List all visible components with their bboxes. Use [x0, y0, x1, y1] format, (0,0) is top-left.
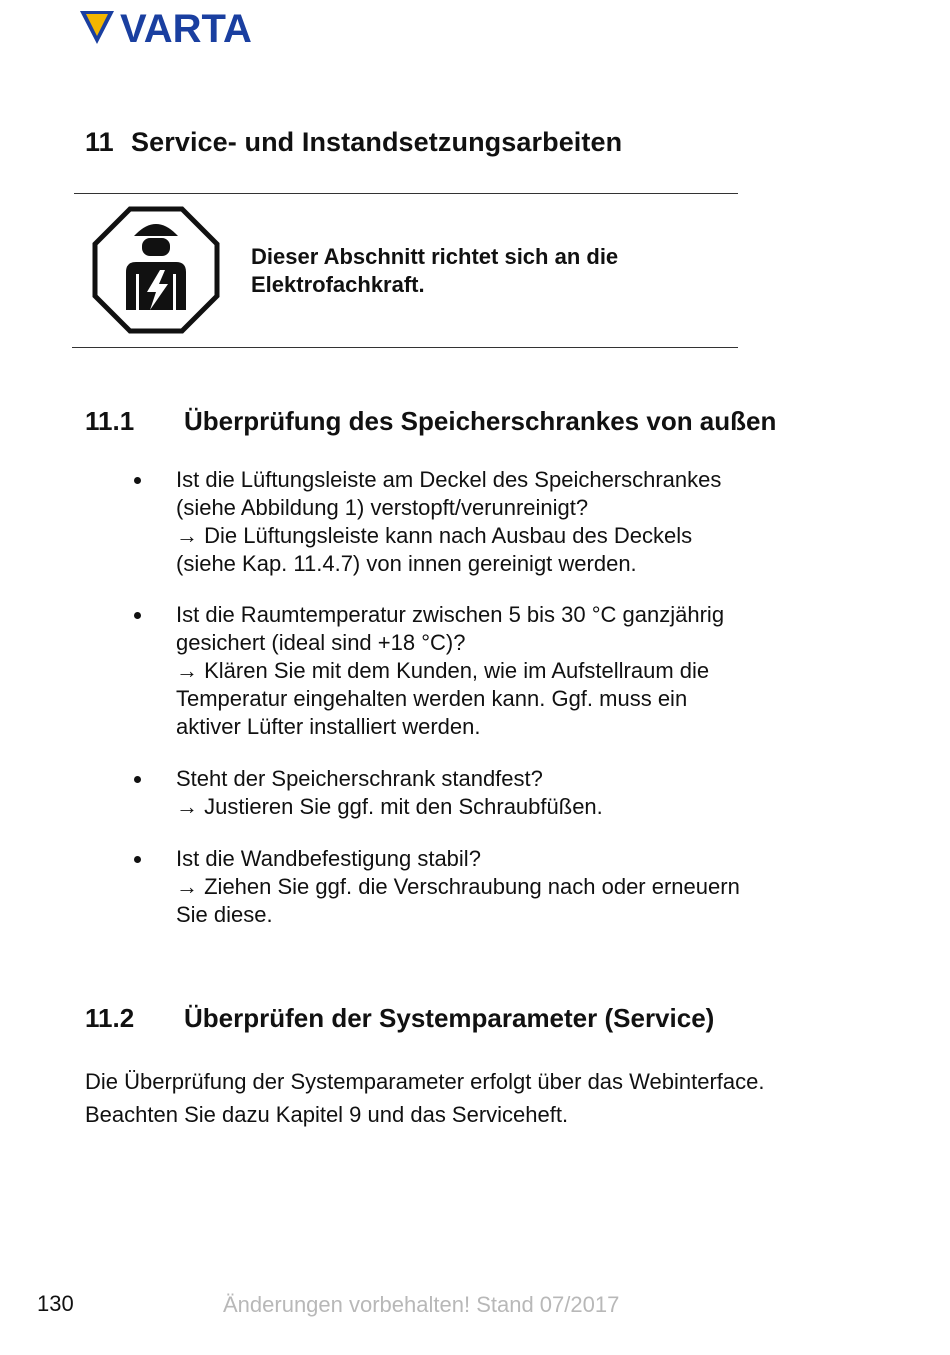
target-audience-notice: Dieser Abschnitt richtet sich an die Elektrofachkraft.	[251, 244, 619, 297]
list-item-text: Ist die Lüftungsleiste am Deckel des Speicherschrankes (siehe Abbildung 1) verstopft/verunreinigt? → Die Lüftungsleiste kann nach Ausbau des Deckels (siehe Kap. 11.4.7) von innen gereinigt werden.	[176, 467, 722, 576]
varta-logo	[80, 10, 292, 46]
list-item-text: Steht der Speicherschrank standfest? → Justieren Sie ggf. mit den Schraubfüßen.	[176, 766, 603, 819]
section-title: Überprüfung des Speicherschrankes von außen	[184, 406, 777, 436]
bullet-dot	[134, 477, 141, 484]
bullet-dot	[134, 776, 141, 783]
list-item-text: Ist die Wandbefestigung stabil? → Ziehen Sie ggf. die Verschraubung nach oder erneuern Sie diese.	[176, 846, 740, 927]
section-title: Überprüfen der Systemparameter (Service)	[184, 1003, 715, 1033]
footer-note: Änderungen vorbehalten! Stand 07/2017	[223, 1292, 620, 1317]
chapter-heading	[85, 127, 622, 158]
divider-top	[74, 193, 738, 194]
bullet-dot	[134, 612, 141, 619]
brand-name: VARTA	[120, 10, 252, 46]
chapter-title: Service- und Instandsetzungsarbeiten	[131, 127, 623, 157]
bullet-dot	[134, 856, 141, 863]
list-item-text: Ist die Raumtemperatur zwischen 5 bis 30 °C ganzjährig gesichert (ideal sind +18 °C)? → Klären Sie mit dem Kunden, wie im Aufstellraum die Temperatur eingehalten werden kann. Ggf. muss ein aktiver Lüfter installiert werden.	[176, 602, 725, 739]
divider-bottom	[72, 347, 738, 348]
section-number: 11.1	[85, 406, 135, 436]
section-paragraph: Die Überprüfung der Systemparameter erfolgt über das Webinterface. Beachten Sie dazu Kapitel 9 und das Serviceheft.	[85, 1069, 765, 1127]
section-heading-11-2	[85, 1003, 714, 1034]
page-number: 130	[37, 1291, 74, 1316]
section-heading-11-1	[85, 406, 776, 437]
electrician-warning-icon	[92, 206, 220, 334]
chapter-number: 11	[85, 127, 114, 157]
section-number: 11.2	[85, 1003, 135, 1033]
